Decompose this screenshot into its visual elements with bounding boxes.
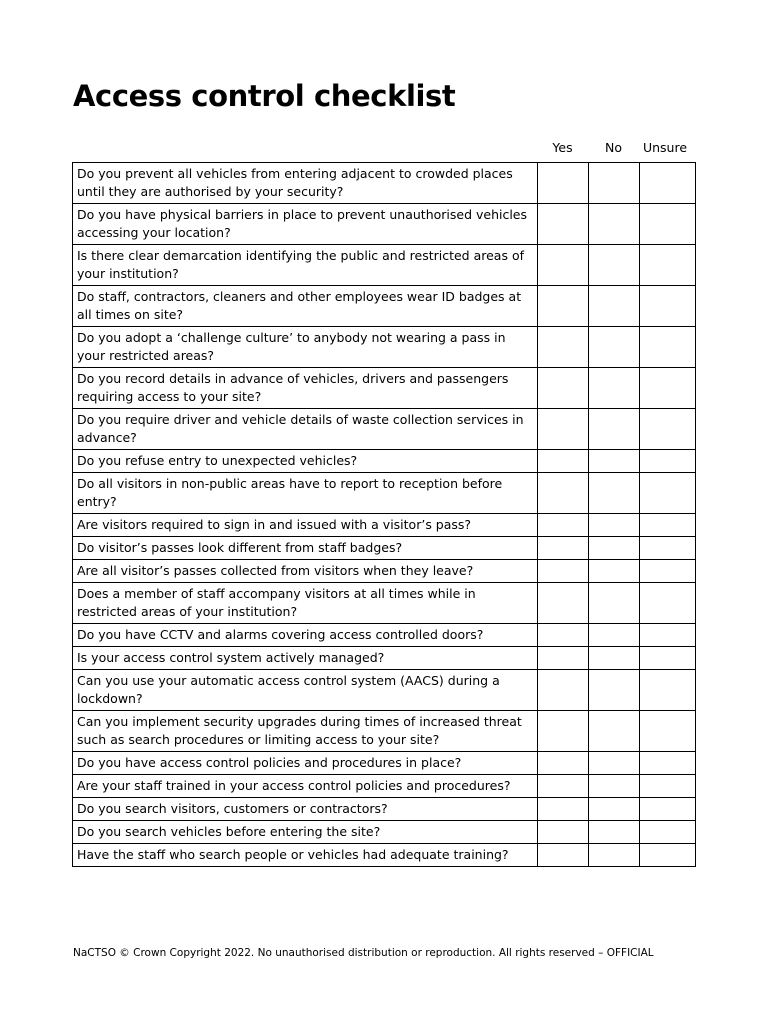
checklist-row bbox=[73, 514, 696, 537]
answer-box-yes[interactable] bbox=[538, 647, 589, 670]
answer-box-yes[interactable] bbox=[538, 775, 589, 798]
answer-box-unsure[interactable] bbox=[640, 752, 696, 775]
column-header-unsure: Unsure bbox=[642, 140, 688, 155]
answer-box-unsure[interactable] bbox=[640, 473, 696, 514]
checklist-row bbox=[73, 844, 696, 867]
checklist-row bbox=[73, 775, 696, 798]
answer-box-unsure[interactable] bbox=[640, 624, 696, 647]
answer-box-yes[interactable] bbox=[538, 245, 589, 286]
column-header-yes: Yes bbox=[552, 140, 573, 155]
column-header-no: No bbox=[605, 140, 622, 155]
answer-box-yes[interactable] bbox=[538, 711, 589, 752]
checklist-row bbox=[73, 647, 696, 670]
checklist-body bbox=[73, 163, 696, 867]
column-headers bbox=[537, 140, 691, 160]
answer-box-yes[interactable] bbox=[538, 752, 589, 775]
question-text: Is there clear demarcation identifying the public and restricted areas of your institution? bbox=[73, 245, 538, 286]
checklist-row bbox=[73, 583, 696, 624]
answer-box-no[interactable] bbox=[589, 368, 640, 409]
answer-box-no[interactable] bbox=[589, 409, 640, 450]
question-text: Do you record details in advance of vehicles, drivers and passengers requiring access to your site? bbox=[73, 368, 538, 409]
answer-box-unsure[interactable] bbox=[640, 583, 696, 624]
checklist-row bbox=[73, 473, 696, 514]
answer-box-unsure[interactable] bbox=[640, 450, 696, 473]
answer-box-yes[interactable] bbox=[538, 537, 589, 560]
answer-box-no[interactable] bbox=[589, 821, 640, 844]
answer-box-yes[interactable] bbox=[538, 624, 589, 647]
answer-box-yes[interactable] bbox=[538, 560, 589, 583]
answer-box-yes[interactable] bbox=[538, 450, 589, 473]
answer-box-yes[interactable] bbox=[538, 670, 589, 711]
question-text: Do you prevent all vehicles from entering adjacent to crowded places until they are authorised by your security? bbox=[73, 163, 538, 204]
answer-box-yes[interactable] bbox=[538, 368, 589, 409]
checklist-row bbox=[73, 624, 696, 647]
question-text: Are all visitor’s passes collected from visitors when they leave? bbox=[73, 560, 538, 583]
answer-box-no[interactable] bbox=[589, 752, 640, 775]
answer-box-yes[interactable] bbox=[538, 409, 589, 450]
checklist-row bbox=[73, 670, 696, 711]
answer-box-unsure[interactable] bbox=[640, 245, 696, 286]
answer-box-no[interactable] bbox=[589, 537, 640, 560]
checklist-row bbox=[73, 409, 696, 450]
answer-box-no[interactable] bbox=[589, 670, 640, 711]
answer-box-no[interactable] bbox=[589, 844, 640, 867]
answer-box-yes[interactable] bbox=[538, 844, 589, 867]
answer-box-unsure[interactable] bbox=[640, 409, 696, 450]
answer-box-unsure[interactable] bbox=[640, 327, 696, 368]
answer-box-yes[interactable] bbox=[538, 514, 589, 537]
checklist-row bbox=[73, 368, 696, 409]
question-text: Does a member of staff accompany visitors at all times while in restricted areas of your institution? bbox=[73, 583, 538, 624]
checklist-row bbox=[73, 560, 696, 583]
question-text: Do staff, contractors, cleaners and other employees wear ID badges at all times on site? bbox=[73, 286, 538, 327]
answer-box-no[interactable] bbox=[589, 583, 640, 624]
question-text: Do visitor’s passes look different from staff badges? bbox=[73, 537, 538, 560]
question-text: Do you search vehicles before entering the site? bbox=[73, 821, 538, 844]
answer-box-unsure[interactable] bbox=[640, 798, 696, 821]
answer-box-yes[interactable] bbox=[538, 583, 589, 624]
answer-box-no[interactable] bbox=[589, 560, 640, 583]
checklist-row bbox=[73, 204, 696, 245]
answer-box-no[interactable] bbox=[589, 711, 640, 752]
question-text: Do you require driver and vehicle details of waste collection services in advance? bbox=[73, 409, 538, 450]
answer-box-unsure[interactable] bbox=[640, 537, 696, 560]
checklist-row bbox=[73, 327, 696, 368]
answer-box-no[interactable] bbox=[589, 204, 640, 245]
answer-box-unsure[interactable] bbox=[640, 514, 696, 537]
answer-box-no[interactable] bbox=[589, 647, 640, 670]
question-text: Can you use your automatic access control system (AACS) during a lockdown? bbox=[73, 670, 538, 711]
question-text: Can you implement security upgrades during times of increased threat such as search procedures or limiting access to your site? bbox=[73, 711, 538, 752]
question-text: Do you adopt a ‘challenge culture’ to anybody not wearing a pass in your restricted areas? bbox=[73, 327, 538, 368]
checklist-row bbox=[73, 286, 696, 327]
answer-box-unsure[interactable] bbox=[640, 204, 696, 245]
answer-box-no[interactable] bbox=[589, 286, 640, 327]
question-text: Do you have access control policies and procedures in place? bbox=[73, 752, 538, 775]
answer-box-no[interactable] bbox=[589, 775, 640, 798]
checklist-table bbox=[72, 162, 696, 867]
question-text: Do you search visitors, customers or contractors? bbox=[73, 798, 538, 821]
footer-copyright: NaCTSO © Crown Copyright 2022. No unauthorised distribution or reproduction. All rights reserved – OFFICIAL bbox=[73, 947, 654, 959]
answer-box-unsure[interactable] bbox=[640, 163, 696, 204]
answer-box-yes[interactable] bbox=[538, 798, 589, 821]
checklist-row bbox=[73, 537, 696, 560]
answer-box-unsure[interactable] bbox=[640, 775, 696, 798]
answer-box-unsure[interactable] bbox=[640, 844, 696, 867]
checklist-row bbox=[73, 711, 696, 752]
question-text: Are your staff trained in your access control policies and procedures? bbox=[73, 775, 538, 798]
answer-box-unsure[interactable] bbox=[640, 368, 696, 409]
answer-box-yes[interactable] bbox=[538, 163, 589, 204]
answer-box-no[interactable] bbox=[589, 327, 640, 368]
answer-box-yes[interactable] bbox=[538, 821, 589, 844]
question-text: Have the staff who search people or vehicles had adequate training? bbox=[73, 844, 538, 867]
question-text: Do all visitors in non-public areas have to report to reception before entry? bbox=[73, 473, 538, 514]
answer-box-no[interactable] bbox=[589, 473, 640, 514]
checklist-row bbox=[73, 163, 696, 204]
answer-box-unsure[interactable] bbox=[640, 821, 696, 844]
answer-box-unsure[interactable] bbox=[640, 286, 696, 327]
question-text: Do you refuse entry to unexpected vehicles? bbox=[73, 450, 538, 473]
answer-box-yes[interactable] bbox=[538, 473, 589, 514]
answer-box-unsure[interactable] bbox=[640, 711, 696, 752]
checklist-row bbox=[73, 450, 696, 473]
answer-box-unsure[interactable] bbox=[640, 647, 696, 670]
question-text: Do you have physical barriers in place to prevent unauthorised vehicles accessing your location? bbox=[73, 204, 538, 245]
answer-box-no[interactable] bbox=[589, 624, 640, 647]
answer-box-no[interactable] bbox=[589, 245, 640, 286]
answer-box-no[interactable] bbox=[589, 514, 640, 537]
checklist-row bbox=[73, 798, 696, 821]
answer-box-no[interactable] bbox=[589, 450, 640, 473]
checklist-row bbox=[73, 752, 696, 775]
page-title: Access control checklist bbox=[73, 79, 456, 113]
question-text: Do you have CCTV and alarms covering access controlled doors? bbox=[73, 624, 538, 647]
answer-box-no[interactable] bbox=[589, 163, 640, 204]
checklist-row bbox=[73, 245, 696, 286]
answer-box-unsure[interactable] bbox=[640, 560, 696, 583]
checklist-row bbox=[73, 821, 696, 844]
answer-box-unsure[interactable] bbox=[640, 670, 696, 711]
question-text: Are visitors required to sign in and issued with a visitor’s pass? bbox=[73, 514, 538, 537]
answer-box-yes[interactable] bbox=[538, 286, 589, 327]
answer-box-yes[interactable] bbox=[538, 327, 589, 368]
answer-box-no[interactable] bbox=[589, 798, 640, 821]
question-text: Is your access control system actively managed? bbox=[73, 647, 538, 670]
answer-box-yes[interactable] bbox=[538, 204, 589, 245]
